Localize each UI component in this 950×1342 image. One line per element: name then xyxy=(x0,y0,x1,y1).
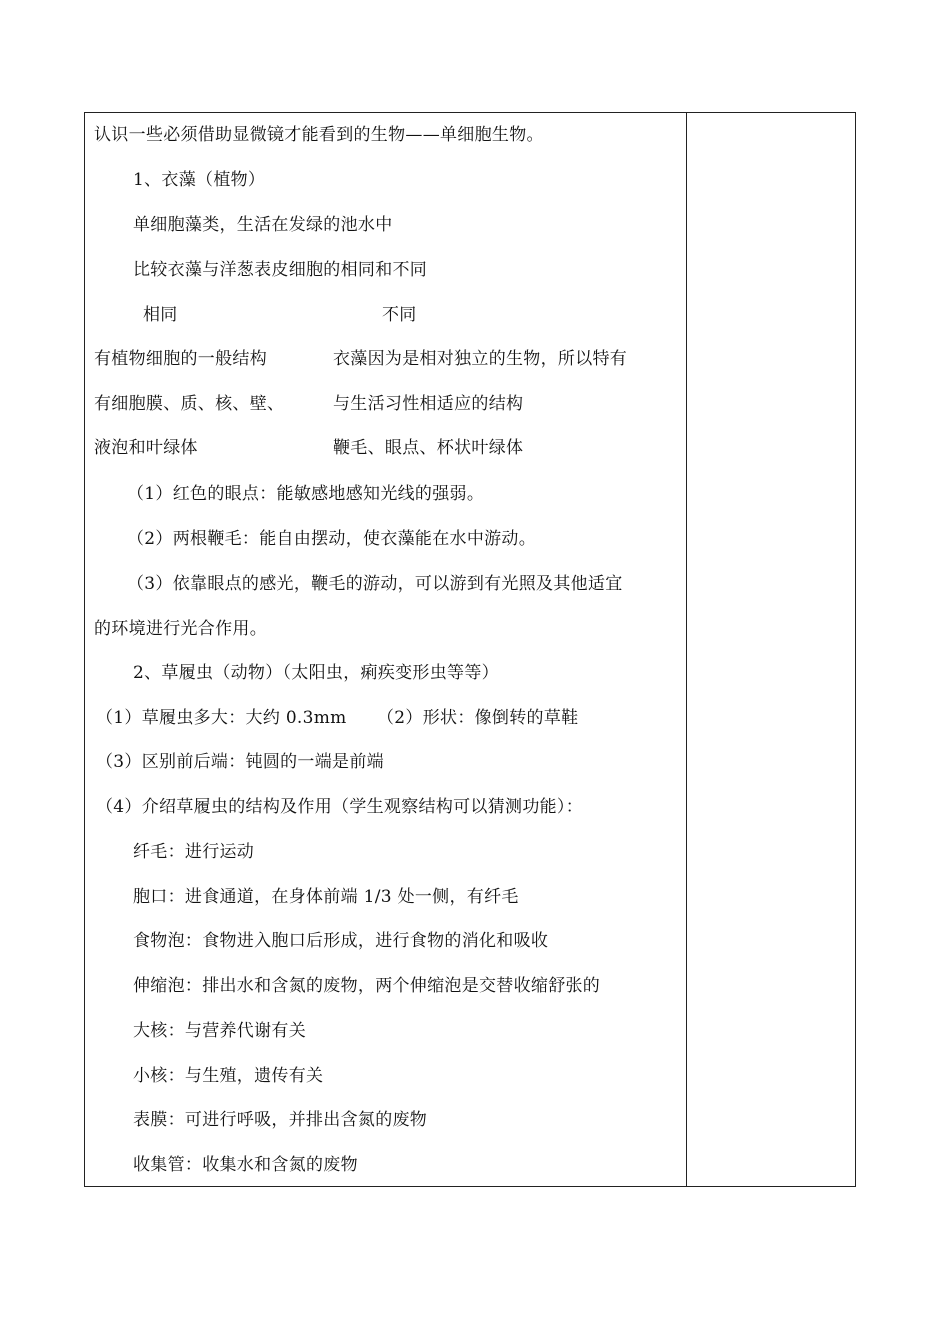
text-line: 大核：与营养代谢有关 xyxy=(133,1021,306,1041)
text-line: 鞭毛、眼点、杯状叶绿体 xyxy=(333,438,524,458)
column-label-same: 相同 xyxy=(143,305,178,325)
text-line: 衣藻因为是相对独立的生物，所以特有 xyxy=(333,349,628,369)
section-heading-paramecium: 2、草履虫（动物）（太阳虫，痢疾变形虫等等） xyxy=(133,663,499,683)
text-line: （2）两根鞭毛：能自由摆动，使衣藻能在水中游动。 xyxy=(127,529,537,549)
text-line: 有细胞膜、质、核、壁、 xyxy=(94,394,285,414)
text-line: 比较衣藻与洋葱表皮细胞的相同和不同 xyxy=(133,260,428,280)
intro-line: 认识一些必须借助显微镜才能看到的生物——单细胞生物。 xyxy=(94,125,544,145)
text-line: （3）依靠眼点的感光，鞭毛的游动，可以游到有光照及其他适宜 xyxy=(127,574,623,594)
text-line: （1）红色的眼点：能敏感地感知光线的强弱。 xyxy=(127,484,485,504)
text-line: 胞口：进食通道，在身体前端 1/3 处一侧，有纤毛 xyxy=(133,887,519,907)
text-line: （4）介绍草履虫的结构及作用（学生观察结构可以猜测功能）： xyxy=(96,797,584,817)
text-line: （3）区别前后端：钝圆的一端是前端 xyxy=(96,752,384,772)
column-label-different: 不同 xyxy=(382,305,417,325)
text-line: 伸缩泡：排出水和含氮的废物，两个伸缩泡是交替收缩舒张的 xyxy=(133,976,601,996)
text-line: （1）草履虫多大：大约 0.3mm xyxy=(96,708,347,728)
text-line: 收集管：收集水和含氮的废物 xyxy=(133,1155,358,1175)
text-line: 有植物细胞的一般结构 xyxy=(94,349,267,369)
text-line: 与生活习性相适应的结构 xyxy=(333,394,524,414)
text-line: 表膜：可进行呼吸，并排出含氮的废物 xyxy=(133,1110,428,1130)
text-line: 的环境进行光合作用。 xyxy=(94,619,267,639)
text-line: 纤毛：进行运动 xyxy=(133,842,255,862)
section-heading-chlamydomonas: 1、衣藻（植物） xyxy=(133,170,266,190)
column-divider xyxy=(686,113,687,1186)
text-line: （2）形状：像倒转的草鞋 xyxy=(377,708,579,728)
text-line: 液泡和叶绿体 xyxy=(94,438,198,458)
text-line: 单细胞藻类，生活在发绿的池水中 xyxy=(133,215,393,235)
text-line: 食物泡：食物进入胞口后形成，进行食物的消化和吸收 xyxy=(133,931,549,951)
text-line: 小核：与生殖，遗传有关 xyxy=(133,1066,324,1086)
